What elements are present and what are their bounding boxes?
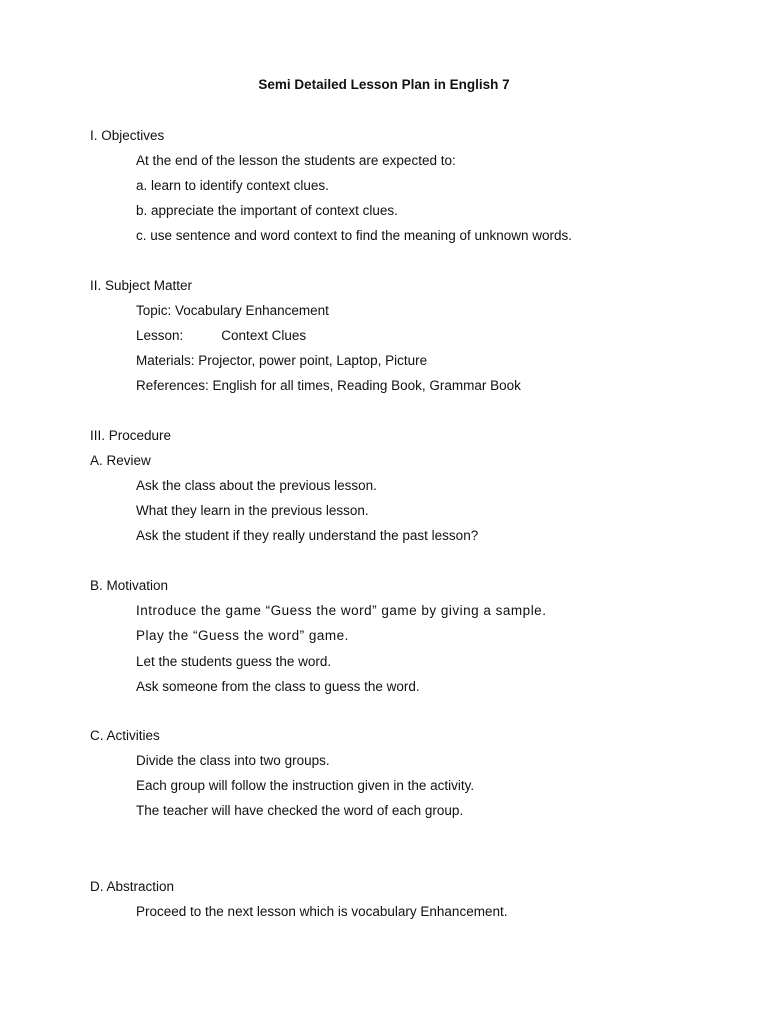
lesson-label: Lesson: [136,328,184,343]
document-title: Semi Detailed Lesson Plan in English 7 [258,77,510,92]
motivation-item: Introduce the game “Guess the word” game by giving a sample. [136,603,547,618]
objectives-heading: I. Objectives [90,128,165,143]
subject-references: References: English for all times, Reading Book, Grammar Book [136,378,521,393]
abstraction-item: Proceed to the next lesson which is vocabulary Enhancement. [136,904,508,919]
activities-item: Each group will follow the instruction given in the activity. [136,778,475,793]
review-item: Ask the class about the previous lesson. [136,478,377,493]
review-item: Ask the student if they really understand the past lesson? [136,528,479,543]
motivation-heading: B. Motivation [90,578,169,593]
abstraction-heading: D. Abstraction [90,879,175,894]
procedure-heading: III. Procedure [90,428,172,443]
review-heading: A. Review [90,453,151,468]
subject-matter-heading: II. Subject Matter [90,278,193,293]
objective-item-a: a. learn to identify context clues. [136,178,329,193]
motivation-item: Let the students guess the word. [136,654,332,669]
subject-materials: Materials: Projector, power point, Laptop, Picture [136,353,428,368]
activities-item: The teacher will have checked the word of each group. [136,803,464,818]
motivation-item: Ask someone from the class to guess the word. [136,679,420,694]
subject-topic: Topic: Vocabulary Enhancement [136,303,329,318]
objective-item-c: c. use sentence and word context to find the meaning of unknown words. [136,228,573,243]
objective-item-b: b. appreciate the important of context clues. [136,203,398,218]
subject-lesson [136,327,306,345]
review-item: What they learn in the previous lesson. [136,503,369,518]
motivation-item: Play the “Guess the word” game. [136,628,349,643]
objectives-intro: At the end of the lesson the students are expected to: [136,153,456,168]
activities-heading: C. Activities [90,728,160,743]
activities-item: Divide the class into two groups. [136,753,330,768]
lesson-value: Context Clues [221,328,307,343]
